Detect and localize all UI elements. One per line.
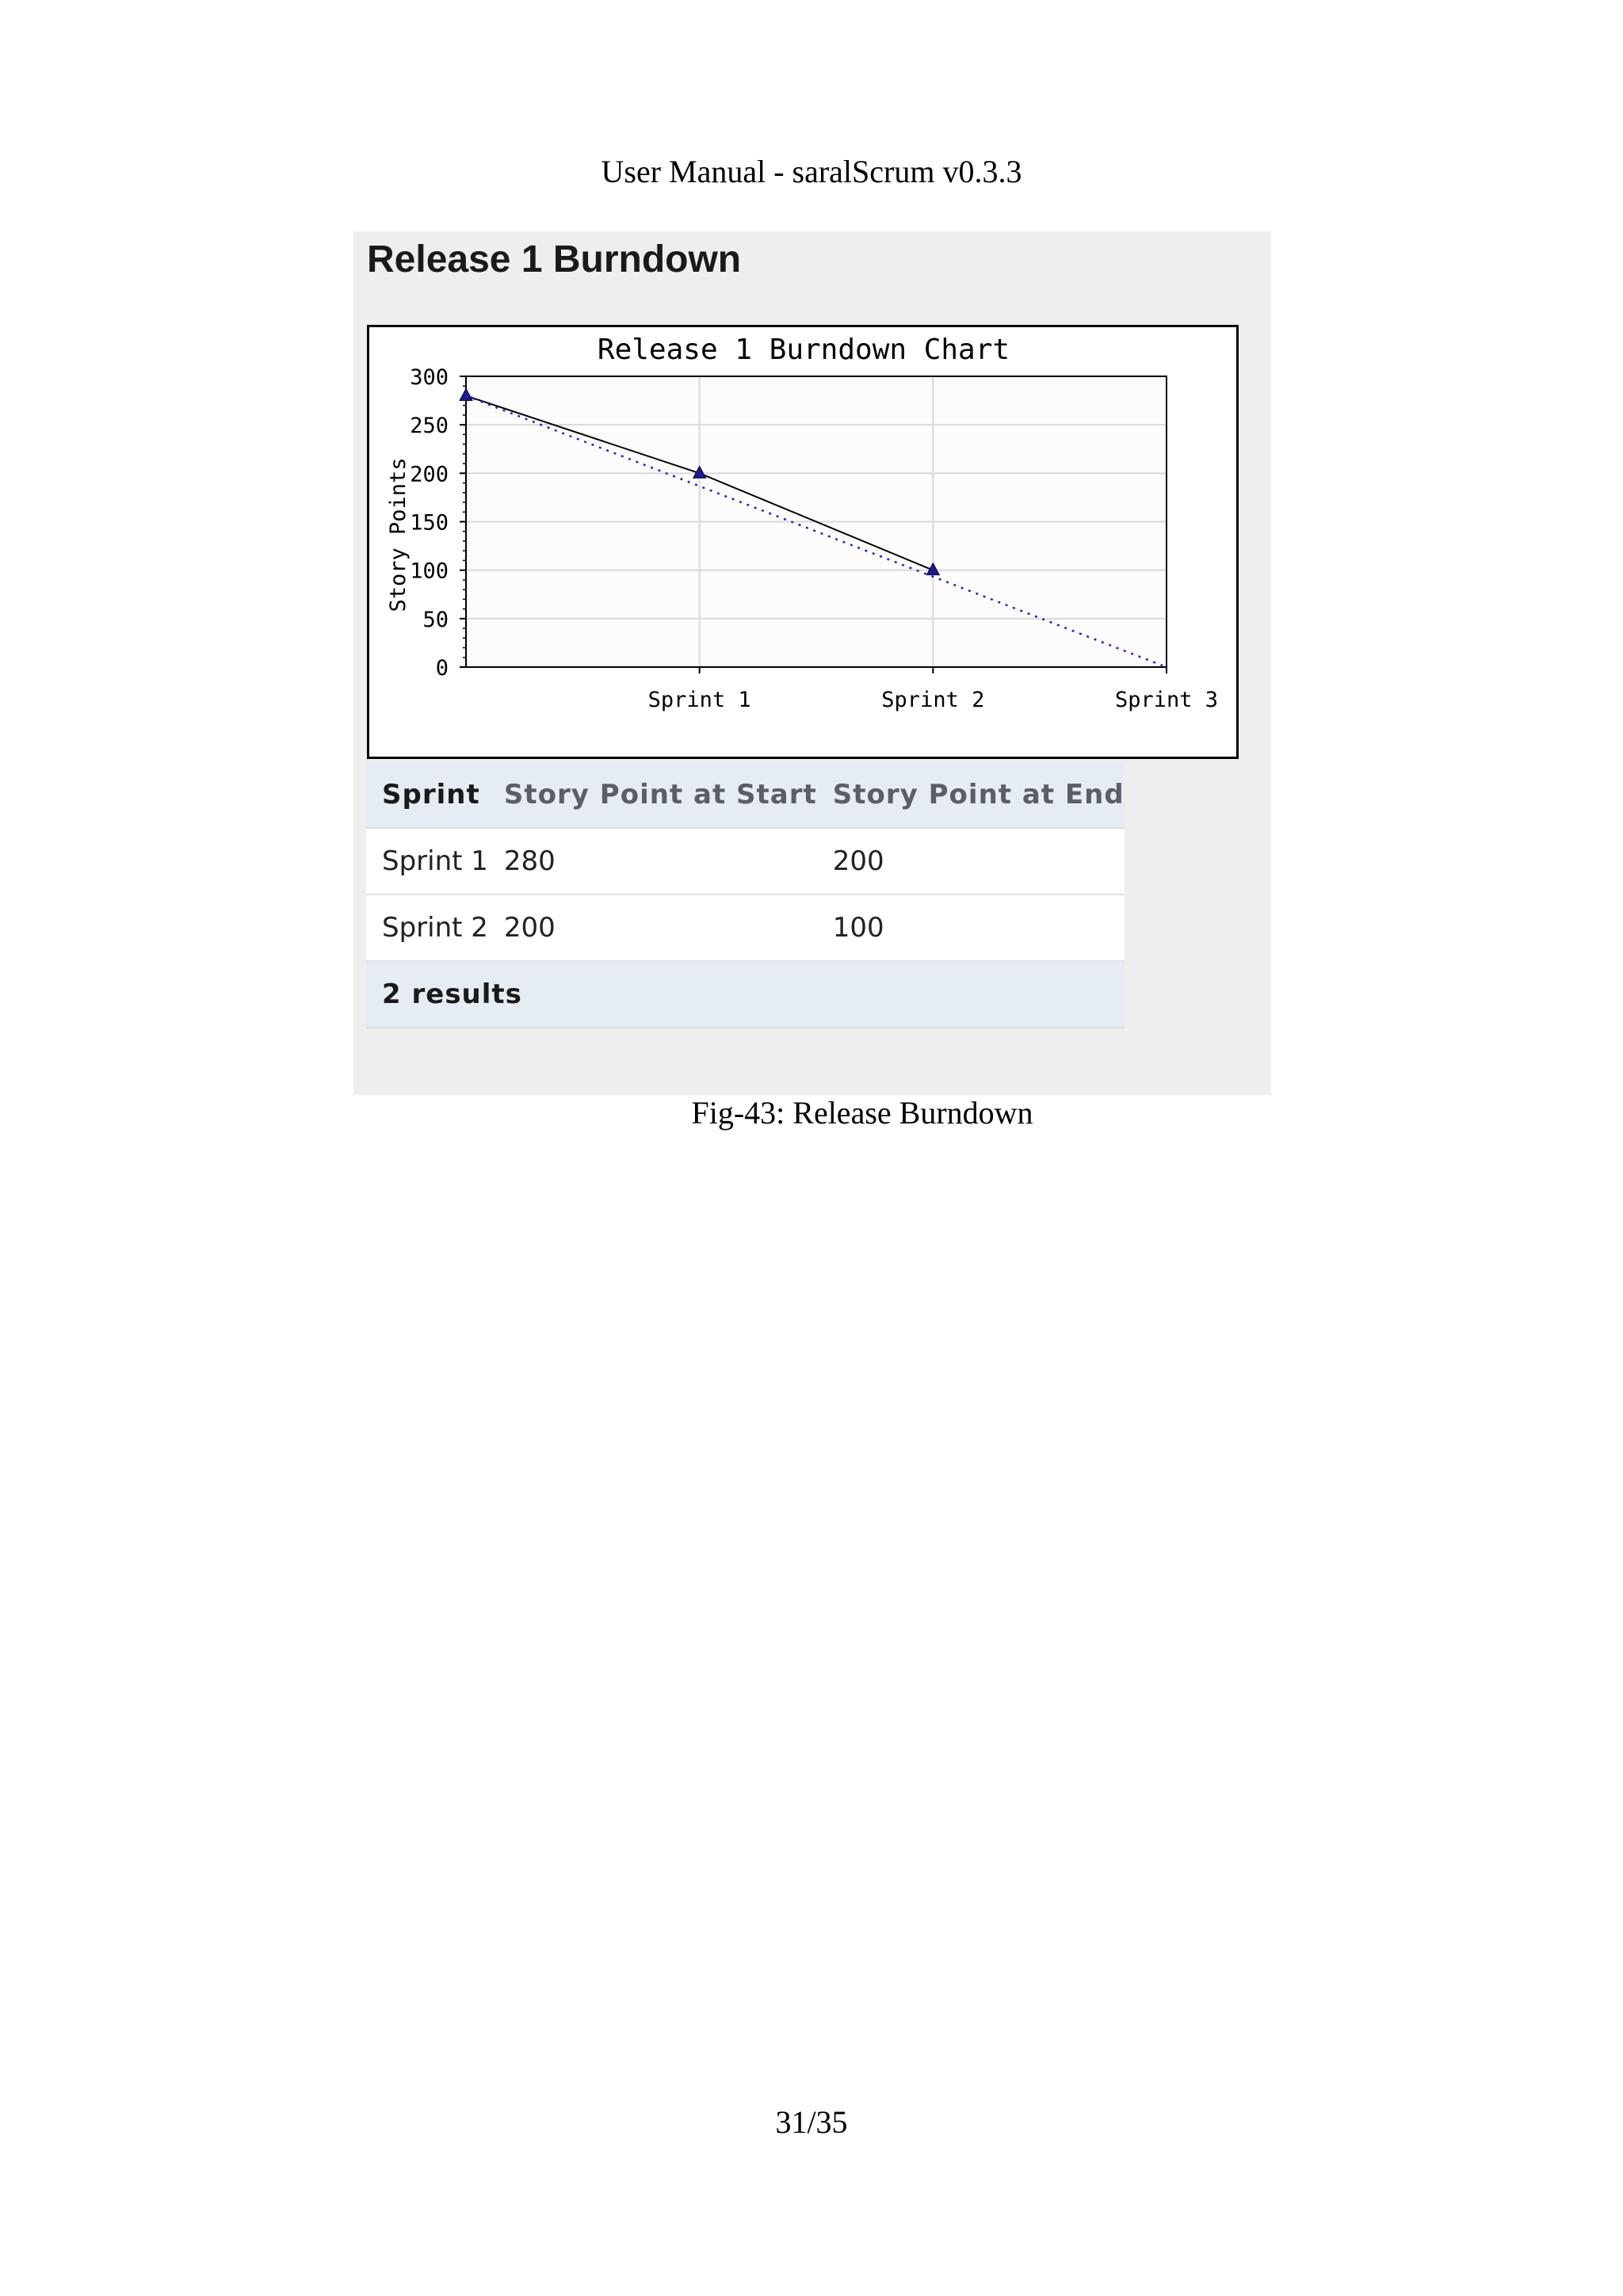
column-header-sprint[interactable]: Sprint — [366, 762, 488, 828]
cell-sprint: Sprint 2 — [366, 894, 488, 961]
x-tick-label: Sprint 2 — [881, 688, 985, 712]
chart-title: Release 1 Burndown Chart — [597, 334, 1010, 366]
y-axis-label: Story Points — [386, 457, 411, 612]
cell-sprint: Sprint 1 — [366, 828, 488, 894]
y-tick-label: 50 — [422, 607, 449, 632]
chart-canvas — [369, 327, 1236, 757]
column-header-end[interactable]: Story Point at End — [817, 762, 1125, 828]
cell-start: 200 — [488, 894, 817, 961]
y-tick-label: 300 — [410, 365, 449, 390]
table-footer-row — [366, 961, 1125, 1028]
burndown-chart — [367, 325, 1239, 759]
document-header: User Manual - saralScrum v0.3.3 — [601, 154, 1022, 189]
table-row — [366, 828, 1125, 894]
cell-end: 200 — [817, 828, 1125, 894]
page-number: 31/35 — [775, 2104, 848, 2140]
table-header-row — [366, 762, 1125, 828]
y-tick-label: 200 — [410, 462, 449, 487]
y-tick-label: 100 — [410, 559, 449, 584]
page-title: Release 1 Burndown — [367, 238, 742, 280]
figure-caption: Fig-43: Release Burndown — [691, 1095, 1033, 1131]
y-tick-label: 250 — [410, 414, 449, 439]
release-burndown-screenshot — [353, 231, 1271, 1095]
y-tick-label: 150 — [410, 510, 449, 536]
x-tick-label: Sprint 1 — [647, 688, 751, 712]
cell-start: 280 — [488, 828, 817, 894]
y-tick-label: 0 — [435, 656, 449, 681]
column-header-start[interactable]: Story Point at Start — [488, 762, 817, 828]
results-count: 2 results — [366, 961, 1125, 1028]
cell-end: 100 — [817, 894, 1125, 961]
sprint-table — [366, 762, 1125, 1028]
table-row — [366, 894, 1125, 961]
x-tick-label: Sprint 3 — [1114, 688, 1219, 712]
